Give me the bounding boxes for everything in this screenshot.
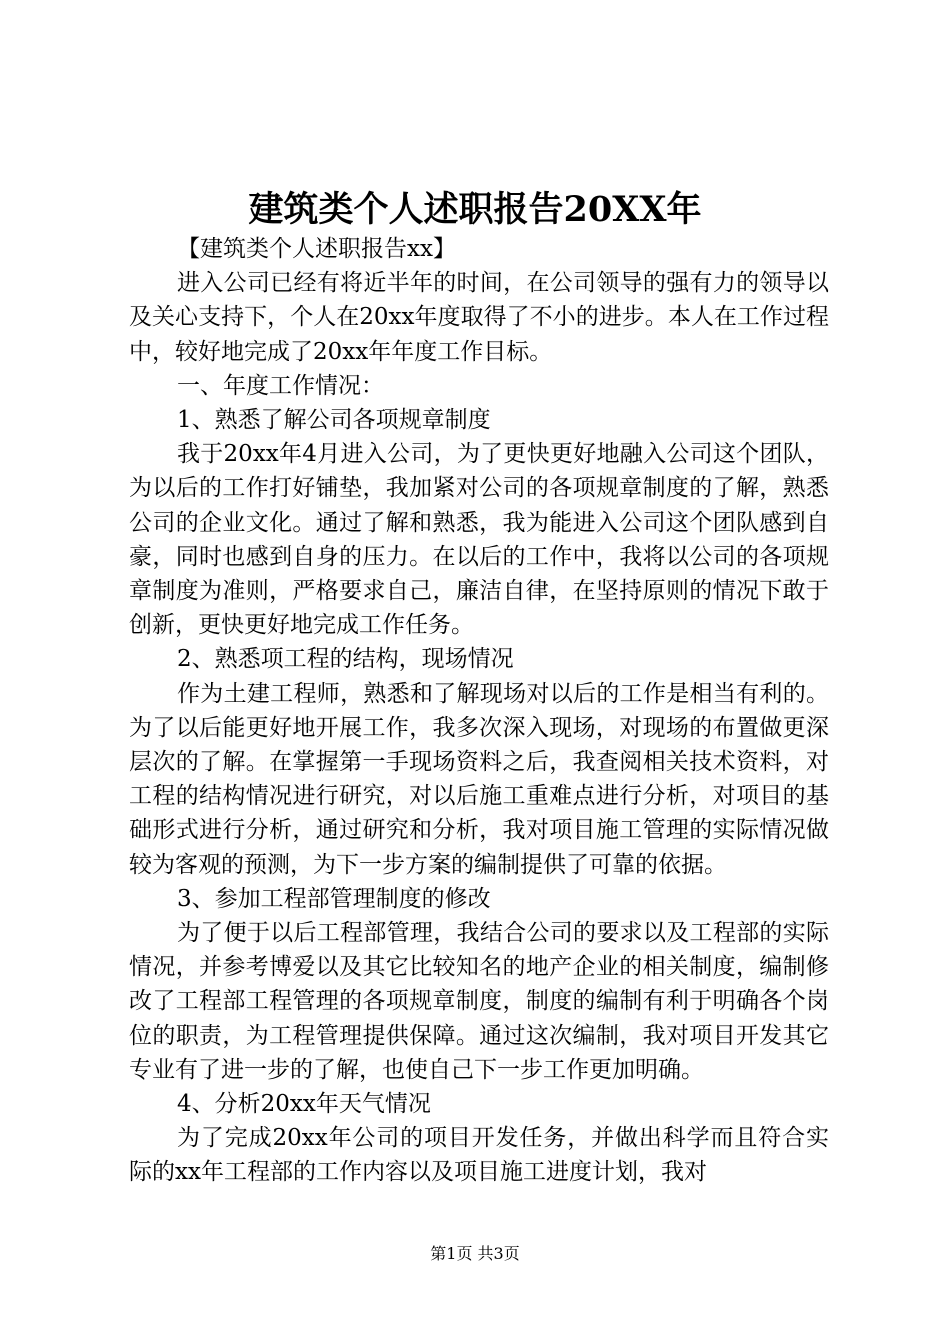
paragraph-3: 为了便于以后工程部管理，我结合公司的要求以及工程部的实际情况，并参考博爱以及其它比较知名的地产企业的相关制度，编制修改了工程部工程管理的各项规章制度，制度的编制有利于明确各个岗位的职责，为工程管理提供保障。通过这次编制，我对项目开发其它专业有了进一步的了解，也使自己下一步工作更加明确。 (129, 920, 829, 1083)
document-body (129, 232, 829, 1190)
document-title: 建筑类个人述职报告20XX年 (248, 189, 702, 230)
paragraph-4: 为了完成20xx年公司的项目开发任务，并做出科学而且符合实际的xx年工程部的工作内容以及项目施工进度计划，我对 (129, 1125, 829, 1186)
page-footer: 第1页 共3页 (430, 1244, 520, 1263)
subheading-3: 3、参加工程部管理制度的修改 (177, 885, 491, 912)
subheading-4: 4、分析20xx年天气情况 (177, 1091, 431, 1118)
subheading-1: 1、熟悉了解公司各项规章制度 (177, 407, 491, 434)
subheading-2: 2、熟悉项工程的结构，现场情况 (177, 646, 514, 673)
section-heading-1: 一、年度工作情况： (177, 372, 384, 399)
paragraph-subtitle: 【建筑类个人述职报告xx】 (177, 236, 456, 262)
paragraph-1: 我于20xx年4月进入公司，为了更快更好地融入公司这个团队，为以后的工作打好铺垫，我加紧对公司的各项规章制度的了解，熟悉公司的企业文化。通过了解和熟悉，我为能进入公司这个团队感到自豪，同时也感到自身的压力。在以后的工作中，我将以公司的各项规章制度为准则，严格要求自己，廉洁自律，在坚持原则的情况下敢于创新，更快更好地完成工作任务。 (129, 441, 829, 639)
paragraph-intro: 进入公司已经有将近半年的时间，在公司领导的强有力的领导以及关心支持下，个人在20xx年度取得了不小的进步。本人在工作过程中，较好地完成了20xx年年度工作目标。 (129, 270, 829, 365)
paragraph-2: 作为土建工程师，熟悉和了解现场对以后的工作是相当有利的。为了以后能更好地开展工作，我多次深入现场，对现场的布置做更深层次的了解。在掌握第一手现场资料之后，我查阅相关技术资料，对工程的结构情况进行研究，对以后施工重难点进行分析，对项目的基础形式进行分析，通过研究和分析，我对项目施工管理的实际情况做较为客观的预测，为下一步方案的编制提供了可靠的依据。 (129, 680, 829, 878)
